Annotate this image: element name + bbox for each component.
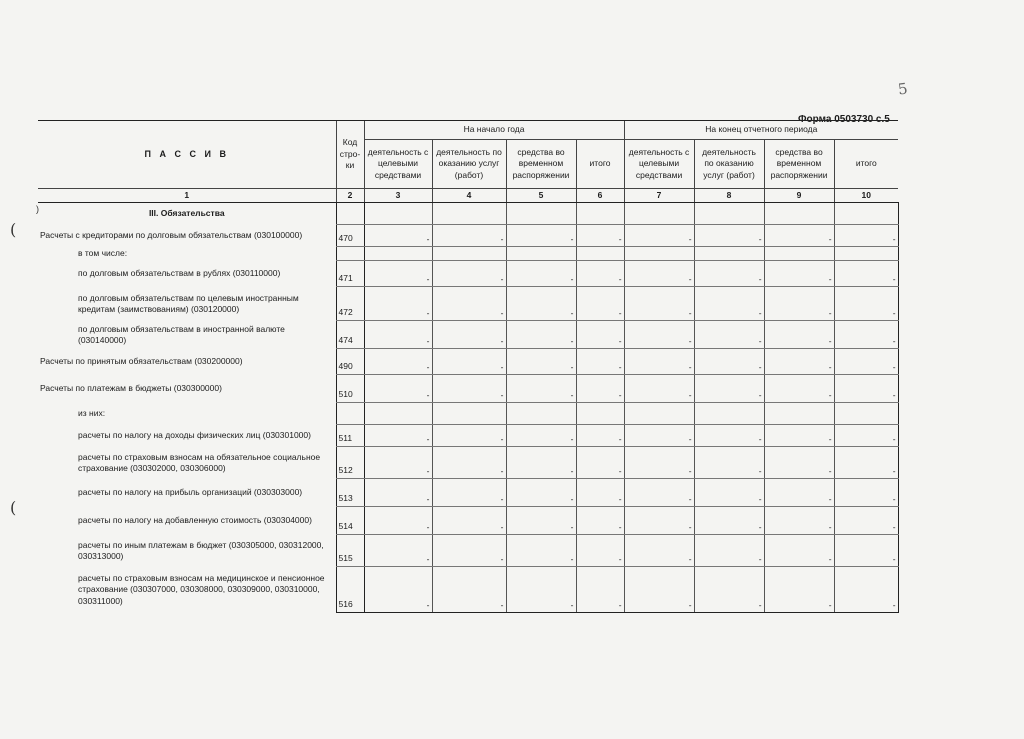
end-of-period-heading: На конец отчетного периода [624, 121, 898, 140]
row-code: 513 [336, 479, 364, 507]
value-cell: - [432, 261, 506, 287]
row-label: расчеты по страховым взносам на обязательное социальное страхование (030302000, 030306000) [78, 451, 321, 473]
row-code: 470 [336, 225, 364, 247]
value-cell: - [834, 507, 898, 535]
column-heading: деятельность с целевыми средствами [364, 140, 432, 189]
value-cell: - [764, 349, 834, 375]
value-cell [576, 203, 624, 225]
value-cell [764, 203, 834, 225]
value-cell: - [764, 425, 834, 447]
value-cell: - [576, 479, 624, 507]
value-cell: - [506, 425, 576, 447]
value-cell: - [506, 375, 576, 403]
value-cell: - [364, 567, 432, 613]
value-cell [576, 247, 624, 261]
value-cell [694, 247, 764, 261]
value-cell: - [694, 375, 764, 403]
row-label: из них: [78, 408, 106, 419]
value-cell: - [694, 447, 764, 479]
value-cell [834, 403, 898, 425]
value-cell: - [764, 375, 834, 403]
value-cell: - [834, 261, 898, 287]
value-cell: - [834, 287, 898, 321]
column-number: 5 [506, 189, 576, 203]
value-cell: - [364, 447, 432, 479]
code-heading: Код стро-ки [336, 121, 364, 189]
row-code: 511 [336, 425, 364, 447]
value-cell: - [694, 261, 764, 287]
table-row [38, 203, 898, 225]
table-row [38, 261, 898, 287]
row-code [336, 403, 364, 425]
value-cell: - [834, 447, 898, 479]
value-cell: - [432, 535, 506, 567]
value-cell: - [364, 321, 432, 349]
value-cell: - [834, 425, 898, 447]
form-label: Форма 0503730 с.5 [798, 114, 890, 125]
value-cell: - [364, 375, 432, 403]
start-of-year-heading: На начало года [364, 121, 624, 140]
value-cell: - [576, 261, 624, 287]
value-cell [364, 247, 432, 261]
row-label: Расчеты с кредиторами по долговым обязательствам (030100000) [40, 230, 303, 241]
table-row [38, 425, 898, 447]
column-number: 3 [364, 189, 432, 203]
column-heading: средства во временном распоряжении [506, 140, 576, 189]
value-cell: - [576, 375, 624, 403]
value-cell [764, 247, 834, 261]
column-number: 4 [432, 189, 506, 203]
row-code: 515 [336, 535, 364, 567]
value-cell: - [624, 287, 694, 321]
table-row [38, 349, 898, 375]
margin-bracket-mark: ( [10, 498, 17, 517]
value-cell: - [432, 287, 506, 321]
value-cell: - [834, 479, 898, 507]
value-cell: - [432, 447, 506, 479]
row-label: расчеты по налогу на прибыль организаций (030303000) [78, 487, 303, 498]
value-cell: - [764, 321, 834, 349]
value-cell: - [364, 261, 432, 287]
column-heading: итого [576, 140, 624, 189]
value-cell: - [764, 479, 834, 507]
value-cell: - [576, 225, 624, 247]
column-number: 6 [576, 189, 624, 203]
value-cell [694, 203, 764, 225]
column-number: 7 [624, 189, 694, 203]
value-cell: - [764, 225, 834, 247]
value-cell: - [364, 225, 432, 247]
value-cell: - [764, 567, 834, 613]
value-cell [432, 203, 506, 225]
value-cell: - [364, 507, 432, 535]
value-cell: - [432, 321, 506, 349]
table-row [38, 321, 898, 349]
value-cell: - [624, 225, 694, 247]
row-label: по долговым обязательствам в рублях (030110000) [78, 268, 281, 279]
row-label: расчеты по страховым взносам на медицинское и пенсионное страхование (030307000, 030308000, 030309000, 030310000, 030311000) [78, 572, 325, 606]
column-heading: итого [834, 140, 898, 189]
value-cell [834, 203, 898, 225]
value-cell: - [834, 375, 898, 403]
value-cell: - [764, 535, 834, 567]
table-row [38, 287, 898, 321]
row-code [336, 247, 364, 261]
value-cell: - [432, 349, 506, 375]
column-heading: деятельность по оказанию услуг (работ) [694, 140, 764, 189]
value-cell: - [364, 425, 432, 447]
table-row [38, 479, 898, 507]
value-cell: - [764, 261, 834, 287]
row-code: 472 [336, 287, 364, 321]
value-cell: - [624, 321, 694, 349]
value-cell: - [694, 287, 764, 321]
value-cell: - [624, 375, 694, 403]
row-label: в том числе: [78, 248, 128, 259]
row-label: Расчеты по принятым обязательствам (030200000) [40, 356, 243, 367]
value-cell: - [506, 349, 576, 375]
table-row [38, 375, 898, 403]
value-cell: - [694, 425, 764, 447]
value-cell: - [506, 567, 576, 613]
value-cell: - [834, 225, 898, 247]
value-cell: - [764, 447, 834, 479]
table-row [38, 403, 898, 425]
table-row [38, 535, 898, 567]
value-cell: - [694, 225, 764, 247]
value-cell [764, 403, 834, 425]
row-label: Расчеты по платежам в бюджеты (030300000) [40, 383, 222, 394]
row-code: 516 [336, 567, 364, 613]
row-code: 510 [336, 375, 364, 403]
value-cell: - [506, 261, 576, 287]
value-cell: - [576, 567, 624, 613]
value-cell: - [624, 261, 694, 287]
value-cell: - [834, 349, 898, 375]
table-row [38, 447, 898, 479]
value-cell: - [364, 349, 432, 375]
value-cell: - [694, 507, 764, 535]
value-cell [364, 203, 432, 225]
value-cell [364, 403, 432, 425]
value-cell: - [506, 321, 576, 349]
row-label: по долговым обязательствам в иностранной валюте (030140000) [78, 323, 285, 345]
value-cell: - [364, 535, 432, 567]
value-cell: - [834, 567, 898, 613]
row-label: по долговым обязательствам по целевым иностранным кредитам (заимствованиям) (030120000) [78, 292, 299, 314]
table-row [38, 567, 898, 613]
value-cell: - [694, 321, 764, 349]
value-cell [624, 203, 694, 225]
value-cell: - [432, 375, 506, 403]
value-cell [432, 403, 506, 425]
margin-bracket-mark: ( [10, 220, 17, 239]
value-cell: - [506, 447, 576, 479]
value-cell: - [576, 287, 624, 321]
value-cell: - [624, 349, 694, 375]
row-code: 514 [336, 507, 364, 535]
value-cell: - [694, 349, 764, 375]
value-cell [834, 247, 898, 261]
value-cell: - [624, 447, 694, 479]
value-cell: - [624, 567, 694, 613]
value-cell: - [432, 507, 506, 535]
row-code: 474 [336, 321, 364, 349]
value-cell: - [576, 425, 624, 447]
value-cell [576, 403, 624, 425]
value-cell: - [506, 287, 576, 321]
row-code: 471 [336, 261, 364, 287]
value-cell [506, 403, 576, 425]
value-cell: - [624, 479, 694, 507]
column-number: 10 [834, 189, 898, 203]
value-cell: - [506, 225, 576, 247]
value-cell: - [764, 507, 834, 535]
page-number-mark: 5 [896, 79, 909, 99]
row-code: 490 [336, 349, 364, 375]
row-code [336, 203, 364, 225]
row-label: расчеты по налогу на добавленную стоимость (030304000) [78, 515, 312, 526]
value-cell [506, 203, 576, 225]
value-cell: - [624, 535, 694, 567]
margin-tick-mark: ) [36, 204, 39, 214]
value-cell: - [432, 425, 506, 447]
value-cell: - [576, 349, 624, 375]
value-cell: - [624, 425, 694, 447]
value-cell: - [576, 447, 624, 479]
passiv-heading: П А С С И В [38, 121, 336, 189]
value-cell: - [576, 507, 624, 535]
row-code: 512 [336, 447, 364, 479]
value-cell: - [834, 321, 898, 349]
column-heading: деятельность с целевыми средствами [624, 140, 694, 189]
column-heading: средства во временном распоряжении [764, 140, 834, 189]
value-cell: - [506, 479, 576, 507]
value-cell: - [506, 507, 576, 535]
value-cell: - [364, 479, 432, 507]
column-number: 2 [336, 189, 364, 203]
row-label: расчеты по налогу на доходы физических лиц (030301000) [78, 430, 311, 441]
value-cell: - [432, 567, 506, 613]
value-cell [506, 247, 576, 261]
value-cell [624, 403, 694, 425]
value-cell [694, 403, 764, 425]
table-row [38, 507, 898, 535]
value-cell [432, 247, 506, 261]
value-cell: - [694, 479, 764, 507]
value-cell: - [506, 535, 576, 567]
value-cell: - [694, 567, 764, 613]
section-heading: III. Обязательства [148, 208, 225, 219]
value-cell: - [694, 535, 764, 567]
value-cell: - [432, 225, 506, 247]
row-label: расчеты по иным платежам в бюджет (030305000, 030312000, 030313000) [78, 539, 324, 561]
value-cell: - [624, 507, 694, 535]
value-cell: - [364, 287, 432, 321]
table-row [38, 225, 898, 247]
value-cell: - [432, 479, 506, 507]
value-cell: - [764, 287, 834, 321]
column-number: 1 [38, 189, 336, 203]
column-number: 8 [694, 189, 764, 203]
value-cell: - [834, 535, 898, 567]
value-cell: - [576, 535, 624, 567]
value-cell [624, 247, 694, 261]
column-heading: деятельность по оказанию услуг (работ) [432, 140, 506, 189]
liabilities-table [38, 120, 899, 613]
table-row [38, 247, 898, 261]
column-number: 9 [764, 189, 834, 203]
value-cell: - [576, 321, 624, 349]
